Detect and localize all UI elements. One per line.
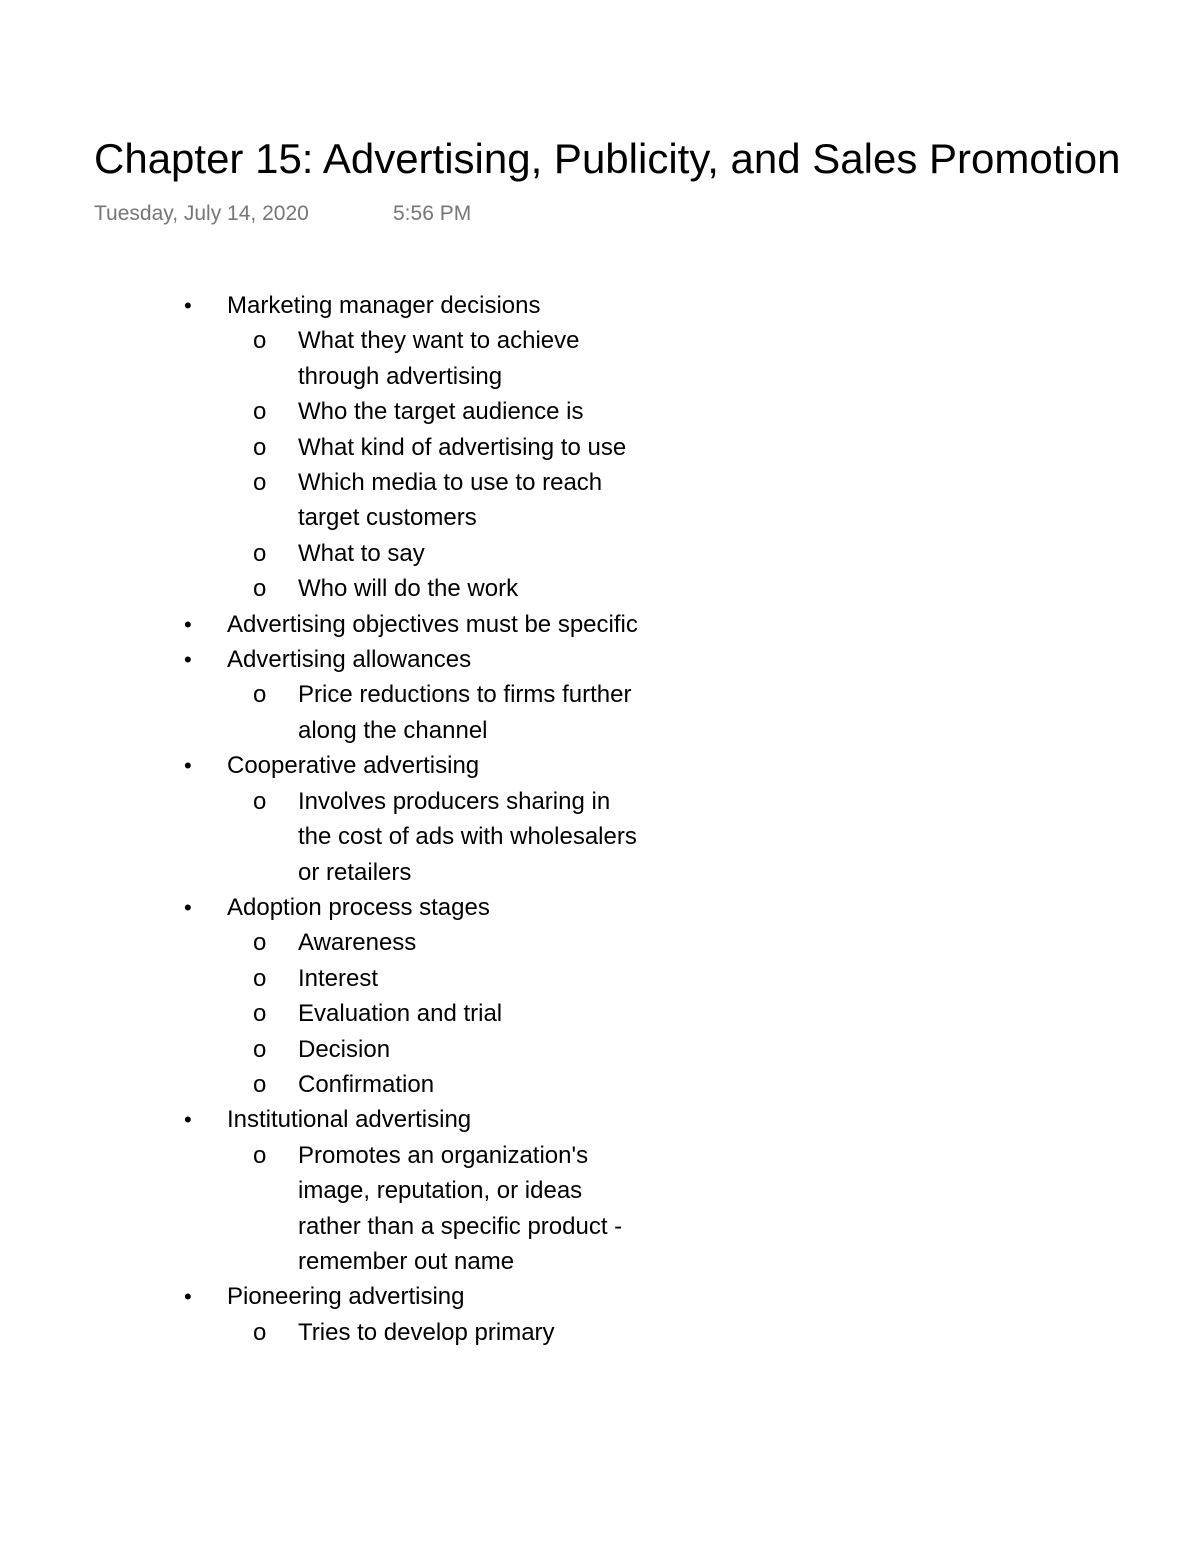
outline-subitem-text: What kind of advertising to use	[298, 433, 627, 461]
outline-subitem	[0, 571, 700, 606]
page-title: Chapter 15: Advertising, Publicity, and Sales Promotion	[94, 135, 1121, 182]
sub-bullet-icon: o	[253, 398, 267, 426]
outline-subitem-text: Who the target audience is	[298, 398, 584, 426]
outline-subitem	[0, 925, 700, 960]
note-date: Tuesday, July 14, 2020	[94, 202, 309, 225]
outline-item-text: Pioneering advertising	[227, 1283, 465, 1311]
outline-item	[0, 642, 700, 677]
sub-bullet-icon: o	[253, 681, 267, 709]
sub-bullet-icon: o	[253, 929, 267, 957]
bullet-icon: •	[184, 894, 192, 920]
outline-subitem	[0, 784, 700, 890]
outline-item	[0, 748, 700, 783]
outline-item	[0, 1102, 700, 1137]
outline-item-text: Cooperative advertising	[227, 752, 480, 780]
bullet-icon: •	[184, 611, 192, 637]
bullet-icon: •	[184, 1107, 192, 1133]
outline-subitem	[0, 465, 700, 536]
outline-subitem	[0, 961, 700, 996]
bullet-icon: •	[184, 753, 192, 779]
outline-subitem-text: Involves producers sharing in the cost of ads with wholesalers or retailers	[298, 787, 637, 886]
outline-subitem	[0, 1067, 700, 1102]
note-time: 5:56 PM	[393, 202, 472, 225]
notes-body	[0, 288, 1200, 1436]
bullet-icon: •	[184, 647, 192, 673]
outline-item	[0, 1279, 700, 1314]
outline-item	[0, 607, 700, 642]
sub-bullet-icon: o	[253, 1070, 267, 1098]
outline-subitem-text: Who will do the work	[298, 575, 519, 603]
outline-subitem-text: Interest	[298, 964, 379, 992]
sub-bullet-icon: o	[253, 575, 267, 603]
sub-bullet-icon: o	[253, 964, 267, 992]
outline-subitem-text: Decision	[298, 1035, 391, 1063]
outline-subitem-text: What to say	[298, 539, 425, 567]
outline-subitem-text: Evaluation and trial	[298, 1000, 503, 1028]
outline-subitem	[0, 394, 700, 429]
outline-item-text: Advertising objectives must be specific	[227, 610, 638, 638]
sub-bullet-icon: o	[253, 1318, 267, 1346]
outline-subitem	[0, 1138, 700, 1280]
sub-bullet-icon: o	[253, 327, 267, 355]
outline-subitem-text: Awareness	[298, 929, 417, 957]
sub-bullet-icon: o	[253, 469, 267, 497]
sub-bullet-icon: o	[253, 787, 267, 815]
outline-item-text: Advertising allowances	[227, 646, 472, 674]
outline-list	[0, 288, 700, 1350]
sub-bullet-icon: o	[253, 539, 267, 567]
bullet-icon: •	[184, 1284, 192, 1310]
outline-item-text: Marketing manager decisions	[227, 292, 541, 319]
outline-item-text: Institutional advertising	[227, 1106, 472, 1134]
outline-subitem-text: What they want to achieve through advertising	[298, 327, 580, 390]
sub-bullet-icon: o	[253, 433, 267, 461]
outline-item-text: Adoption process stages	[227, 893, 490, 921]
outline-subitem	[0, 536, 700, 571]
sub-bullet-icon: o	[253, 1035, 267, 1063]
outline-subitem	[0, 996, 700, 1031]
outline-subitem	[0, 323, 700, 394]
outline-subitem	[0, 1315, 700, 1350]
outline-subitem	[0, 430, 700, 465]
outline-subitem-text: Price reductions to firms further along the channel	[298, 681, 632, 744]
outline-subitem-text: Which media to use to reach target customers	[298, 469, 603, 532]
outline-subitem-text: Confirmation	[298, 1070, 435, 1098]
outline-item	[0, 890, 700, 925]
sub-bullet-icon: o	[253, 1141, 267, 1169]
outline-subitem-text: Tries to develop primary	[298, 1318, 555, 1346]
bullet-icon: •	[184, 293, 192, 318]
sub-bullet-icon: o	[253, 1000, 267, 1028]
outline-subitem	[0, 1032, 700, 1067]
outline-subitem-text: Promotes an organization's image, reputation, or ideas rather than a specific product - remember out name	[298, 1141, 623, 1275]
outline-subitem	[0, 677, 700, 748]
outline-item	[0, 288, 700, 323]
